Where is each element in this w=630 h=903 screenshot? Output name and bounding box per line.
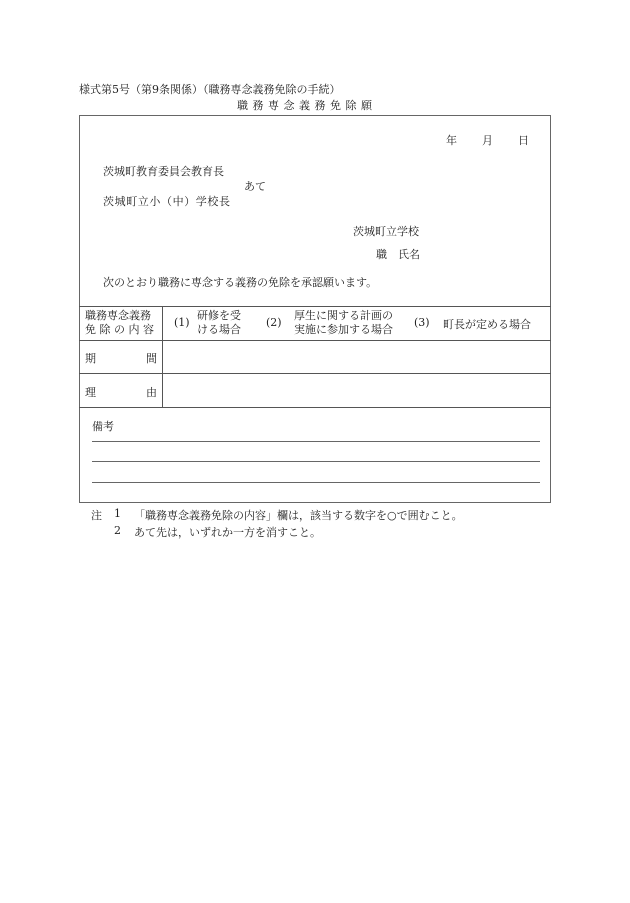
- form-title: 職 務 専 念 義 務 免 除 願: [237, 99, 373, 112]
- applicant-school: 茨城町立学校: [353, 225, 419, 238]
- form-number: 様式第5号（第9条関係）（職務専念義務免除の手続）: [79, 83, 341, 96]
- option-2: [294, 309, 393, 337]
- note-1-number: 1: [114, 507, 121, 520]
- period-label-b: 間: [146, 352, 157, 365]
- option-2-line2: 実施に参加する場合: [294, 323, 393, 336]
- period-label: [85, 350, 157, 366]
- applicant-position-name: 職 氏名: [376, 248, 420, 261]
- note-2-number: 2: [114, 524, 121, 537]
- notes-prefix: 注: [91, 509, 102, 522]
- date-year-label: 年: [446, 134, 457, 147]
- option-1: [197, 309, 241, 337]
- reason-field[interactable]: [170, 384, 545, 402]
- option-3-line1: 町長が定める場合: [443, 318, 531, 331]
- option-1-line2: ける場合: [197, 323, 241, 336]
- option-2-number[interactable]: (2): [266, 316, 282, 329]
- remarks-line-1[interactable]: [92, 441, 540, 442]
- remarks-line-2[interactable]: [92, 461, 540, 462]
- option-2-line1: 厚生に関する計画の: [294, 309, 393, 322]
- addressee-superintendent: 茨城町教育委員会教育長: [103, 165, 224, 178]
- request-text: 次のとおり職務に専念する義務の免除を承認願います。: [103, 276, 378, 289]
- date-day-label: 日: [518, 134, 529, 147]
- option-1-number[interactable]: (1): [174, 316, 190, 329]
- content-label-line1: 職務専念義務: [85, 309, 151, 322]
- addressee-principal: 茨城町立小（中）学校長: [103, 195, 231, 208]
- option-3-number[interactable]: (3): [414, 316, 430, 329]
- period-label-a: 期: [85, 352, 96, 365]
- addressee-ate: あて: [244, 180, 266, 193]
- reason-label: [85, 384, 157, 400]
- option-1-line1: 研修を受: [197, 309, 241, 322]
- content-label-line2: 免 除 の 内 容: [85, 323, 154, 336]
- content-label: [85, 309, 154, 337]
- reason-label-a: 理: [85, 386, 96, 399]
- date-month-label: 月: [482, 134, 493, 147]
- column-divider: [162, 306, 163, 407]
- note-2-text: あて先は，いずれか一方を消すこと。: [134, 526, 321, 539]
- row-divider-remarks: [79, 407, 551, 408]
- row-divider-period: [79, 340, 551, 341]
- period-field[interactable]: [170, 350, 545, 368]
- remarks-label: 備考: [92, 420, 114, 433]
- remarks-line-3[interactable]: [92, 482, 540, 483]
- reason-label-b: 由: [146, 386, 157, 399]
- row-divider-reason: [79, 373, 551, 374]
- note-1-text: 「職務専念義務免除の内容」欄は，該当する数字を○で囲むこと。: [134, 509, 463, 522]
- row-divider-top: [79, 306, 551, 307]
